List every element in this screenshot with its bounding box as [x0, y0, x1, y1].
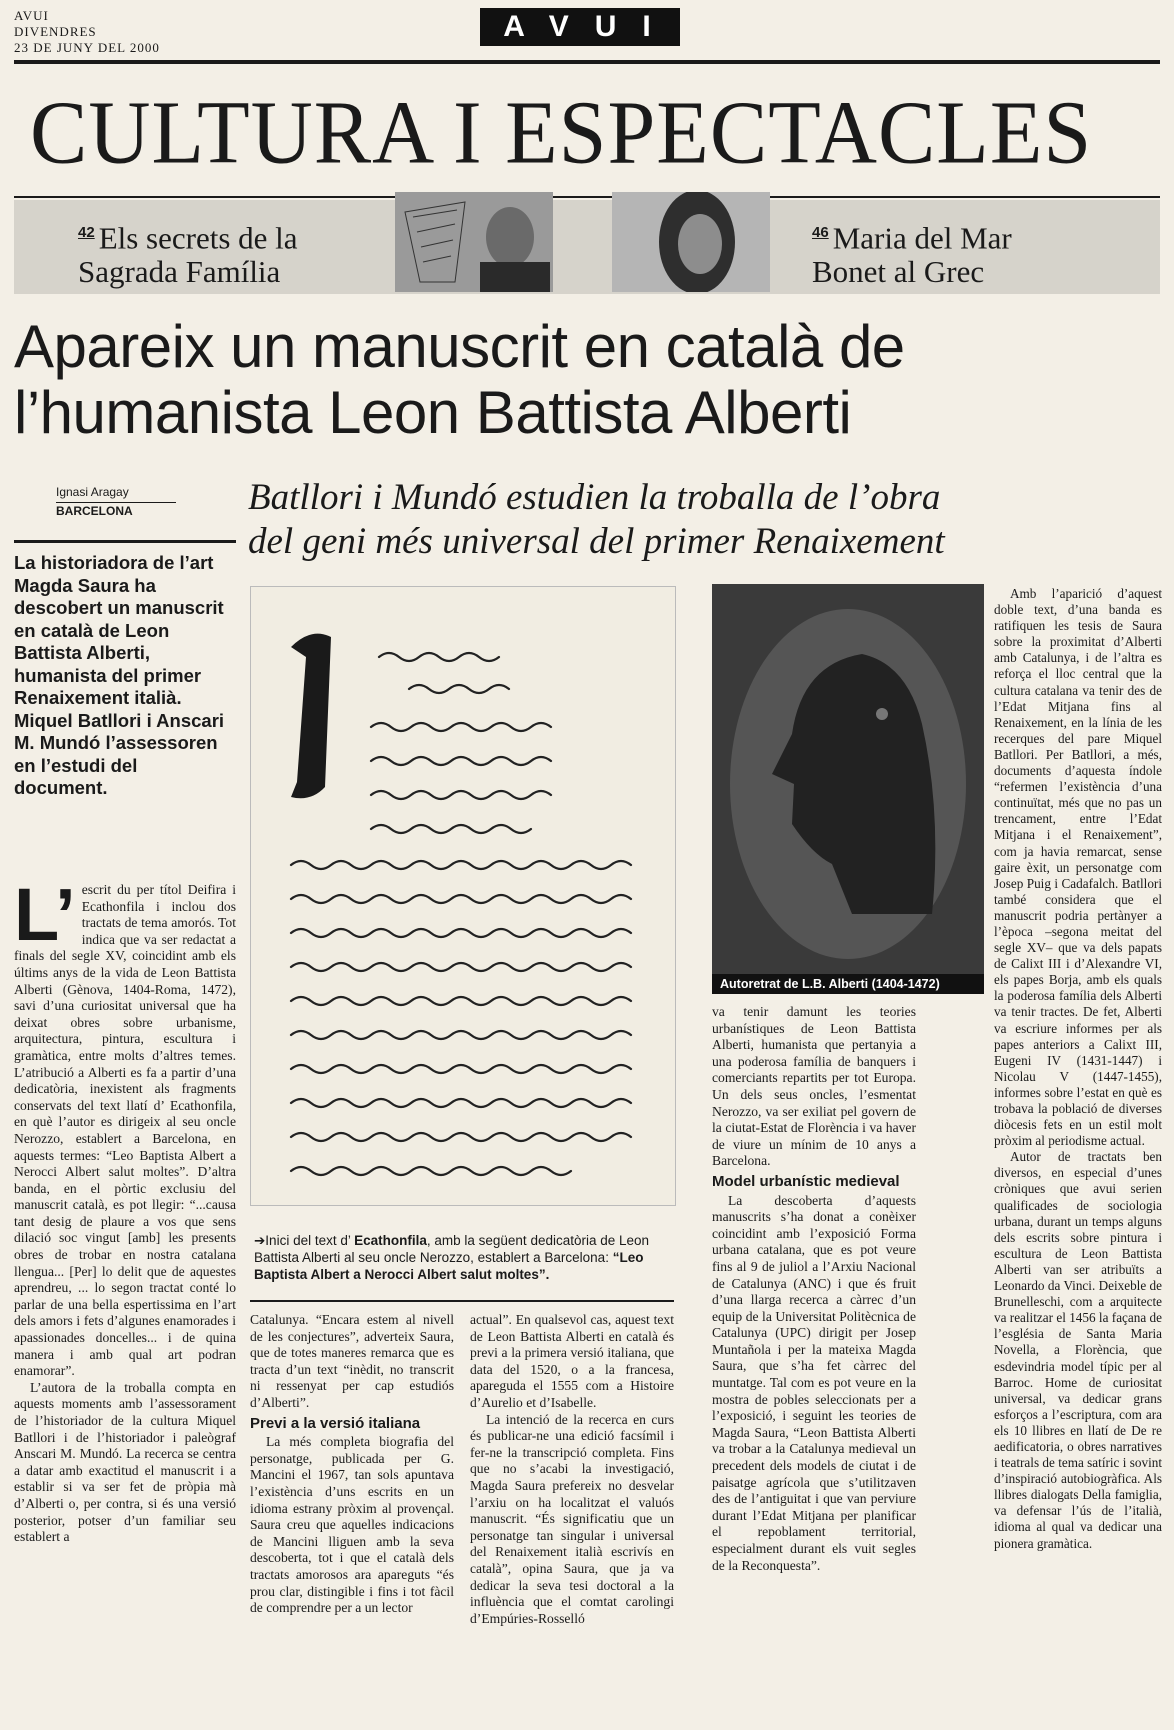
manuscript-image [250, 586, 676, 1206]
teaser-line: Els secrets de la [98, 220, 298, 256]
paragraph: escrit du per títol Deifira i Ecathonfila i inclou dos tractats de tema amorós. Tot indica que va ser redactat a finals del segle XV, coincidint amb els últims anys de la vida de Leon Battista Alberti (Gènova, 1404-Roma, 1472), savi d’una curiositat universal que ha deixat obres sobre urbanisme, arquitectura, pintura, escultura i gramàtica, entre molts d’altres temes. L’atribució a Alberti es fa a partir d’una dedicatòria, inexistent als fragments conservats del text llatí d’ Ecathonfila, en què l’autor es dirigeix al seu oncle Nerozzo, establert a Barcelona, en aquests termes: “Leo Baptista Albert a Nerocci Albert salut moltes”. D’altra banda, en el pòrtic exclusiu del manuscrit català, es pot llegir: “...causa tant desig de plaure a vos que sens dilació soc vingut [amb] les presents obres de trobar en nostra catalana llengua... [Per] lo delit que de aquestes aprendreu, ... lo segon tractat conté lo parlar de una bella espertissima en l’art dels amors i fets d’algunes enamorades i apassionades doncelles... i de quina manera i amb qual art podran enamorar”. [14, 882, 236, 1379]
headline-line: l’humanista Leon Battista Alberti [14, 379, 852, 446]
caption-quote: “Leo Baptista Albert a Nerocci Albert salut moltes”. [254, 1250, 644, 1282]
paragraph: actual”. En qualsevol cas, aquest text de Leon Battista Alberti en català és previ a la primera versió italiana, que data del 1520, o a la francesa, apareguda el 1555 com a Histoire d’Aurelio et d’Isabelle. [470, 1312, 674, 1410]
paragraph: Catalunya. “Encara estem al nivell de les conjectures”, adverteix Saura, que de totes maneres remarca que es tracta d’un text “inèdit, no transcrit ni ressenyat per cap estudiós d’Alberti”. [250, 1312, 454, 1410]
photo-maria-del-mar-bonet [612, 192, 770, 292]
teaser-page: 42 [78, 224, 95, 241]
article-column-3 [470, 1312, 674, 1627]
divider [14, 540, 236, 543]
teaser-maria-del-mar[interactable] [812, 216, 1132, 289]
byline [56, 484, 176, 519]
photo-sagrada-familia [395, 192, 553, 292]
subhead-line: del geni més universal del primer Renaixement [248, 521, 945, 562]
paragraph: La descoberta d’aquests manuscrits s’ha donat a conèixer coincidint amb l’exposició Forma urbana catalana, que es pot veure fins al 9 de juliol a l’Arxiu Nacional de Catalunya (ANC) i que és fruit d’una llarga recerca a càrrec d’un equip de la Universitat Politècnica de Catalunya (UPC) dirigit per Josep Muntañola i per la mateixa Magda Saura, que s’ha fet càrrec del muntatge. Tal com es pot veure en la mostra de pobles seleccionats per a l’exposició, i seguint les teories de Magda Saura, “Leon Battista Alberti va trobar a la Catalunya medieval un precedent dels models de ciutat i de paisatge agrícola que s’utilitzaven des de l’antiguitat i que van perviure durant l’Edat Mitjana per planificar el repoblament territorial, especialment durant els vuit segles de la Reconquesta”. [712, 1192, 916, 1573]
alberti-medal-photo [712, 584, 984, 994]
manuscript-caption [254, 1232, 678, 1283]
article-column-2 [250, 1312, 454, 1617]
manuscript-script-icon [251, 587, 675, 1205]
masthead-paper: AVUI [14, 8, 49, 23]
divider [14, 60, 1160, 64]
divider [250, 1300, 674, 1302]
masthead-date-text: 23 DE JUNY DEL 2000 [14, 40, 160, 55]
article-column-1 [14, 873, 236, 1546]
subhead-line: Batllori i Mundó estudien la troballa de l’obra [248, 477, 941, 518]
divider [14, 196, 1160, 198]
byline-author: Ignasi Aragay [56, 484, 176, 503]
paragraph: Autor de tractats ben diversos, en especial d’unes cròniques que avui serien qualificades de sociologia urbana, durant un temps alguns dels escrits sobre pintura i escultura de Leon Battista Alberti van ser atribuïts a Leonardo da Vinci. Deixeble de Brunelleschi, com a arquitecte va realitzar el 1456 la façana de l’església de Santa Maria Novella, a Florència, que esdevindria model típic per al Barroc. Home de curiositat universal, va dedicar grans esforços a l’escriptura, com ara els 10 llibres en llatí de De re aedificatoria, o obres narratives i teatrals de tema satíric i sovint d’inspiració autobiogràfica. Als llibres dialogats Della famiglia, va defensar l’ús de l’italià, idioma al qual va dedicar una pionera gramàtica. [994, 1149, 1162, 1551]
section-subheading: Model urbanístic medieval [712, 1172, 900, 1190]
paragraph: La intenció de la recerca en curs és publicar-ne una edició facsímil i fer-ne la transcripció completa. Fins que no s’acabi la investigació, Magda Saura prefereix no desvelar l’arxiu on ha localitzat el valuós manuscrit. “És significatiu que un personatge tan singular i universal del Renaixement italià escrivís en català”, opina Saura, que ja va dedicar la seva tesi doctoral a la influència que el comtat carolingi d’Empúries-Rosselló [470, 1411, 674, 1626]
drop-cap: L’ [14, 873, 76, 956]
lead-paragraph: La historiadora de l’art Magda Saura ha descobert un manuscrit en català de Leon Battista Alberti, humanista del primer Renaixement italià. Miquel Batllori i Anscari M. Mundó l’assessoren en l’estudi del document. [14, 552, 225, 798]
masthead-date [14, 8, 160, 56]
section-title: CULTURA I ESPECTACLES [30, 81, 1093, 183]
paragraph: va tenir damunt les teories urbanístiques de Leon Battista Alberti, humanista que pertanyia a una poderosa família de banquers i comerciants repartits per tot Europa. Un dels seus oncles, l’esmentat Nerozzo, va ser exiliat pel govern de la ciutat-Estat de Florència i va haver de viure un mínim de 10 anys a Barcelona. [712, 1004, 916, 1169]
headline [14, 314, 1164, 446]
teaser-page: 46 [812, 224, 829, 241]
caption-text: ➔Inici del text d’ [254, 1233, 355, 1248]
masthead-weekday: DIVENDRES [14, 24, 97, 39]
section-subheading: Previ a la versió italiana [250, 1414, 421, 1432]
teaser-sagrada-familia[interactable] [78, 216, 378, 289]
photo-maria-del-mar-bonet-icon [612, 192, 770, 292]
caption-text: , amb la següent dedicatòria de Leon Battista Alberti al seu oncle Nerozzo, establert a Barcelona: [254, 1233, 650, 1265]
teaser-line: Maria del Mar [832, 220, 1012, 256]
teaser-line: Bonet al Grec [812, 254, 985, 290]
photo-sagrada-familia-icon [395, 192, 553, 292]
medal-caption: Autoretrat de L.B. Alberti (1404-1472) [712, 974, 984, 994]
byline-city: BARCELONA [56, 504, 133, 518]
newspaper-logo: AVUI [480, 8, 680, 46]
headline-line: Apareix un manuscrit en català de [14, 313, 905, 380]
article-column-4 [712, 1004, 916, 1574]
subheadline [248, 476, 1168, 564]
paragraph: L’autora de la troballa compta en aquests moments amb l’assessorament de l’historiador de la cultura Miquel Batllori i de l’historiador i paleògraf Anscari M. Mundó. La recerca se centra a datar amb exactitud el manuscrit i a establir si va ser fet de pròpia mà d’Alberti o, per contra, si és una versió posterior, potser d’un familiar seu establert a [14, 1379, 236, 1545]
caption-title: Ecathonfila [354, 1233, 427, 1248]
medal-portrait-icon [712, 584, 984, 974]
paragraph: La més completa biografia del personatge, publicada per G. Mancini el 1967, tan sols apuntava l’existència d’uns escrits en un idioma estrany pròxim al provençal. Saura creu que aquelles indicacions de Mancini lliguen amb la seva descoberta, tot i que el català dels tractats amorosos ara apareguts “és prou clar, distingible i fins i tot fàcil de comprendre per a un lector [250, 1434, 454, 1616]
teaser-line: Sagrada Família [78, 254, 281, 290]
article-column-5 [994, 586, 1162, 1552]
paragraph: Amb l’aparició d’aquest doble text, d’una banda es ratifiquen les tesis de Saura sobre la proximitat d’Alberti amb Catalunya, i de l’altra es reforça el lloc central que la cultura catalana va tenir des de l’Edat Mitjana fins al Renaixement, en la línia de les recerques del pare Miquel Batllori. Per Batllori, a més, documents d’aquesta índole “refermen l’existència d’una continuïtat, més que no pas un trencament, entre l’Edat Mitjana i el Renaixement”, com ja havia remarcat, sense gaire èxit, un personatge com Josep Puig i Cadafalch. Batllori també considera que el manuscrit podria pertànyer a l’època –segona meitat del segle XV– que va dels papats de Calixt III i d’Alexandre VI, els papes Borja, amb els quals la poderosa família dels Alberti va tenir tractes. De fet, Alberti va escriure informes per als papes anteriors a Calixt III, Eugeni IV (1431-1447) i Nicolau V (1447-1455), informes sobre l’estat en què es trobava la població de diverses diòcesis fets en un estil molt pròxim al periodisme actual. [994, 586, 1162, 1149]
